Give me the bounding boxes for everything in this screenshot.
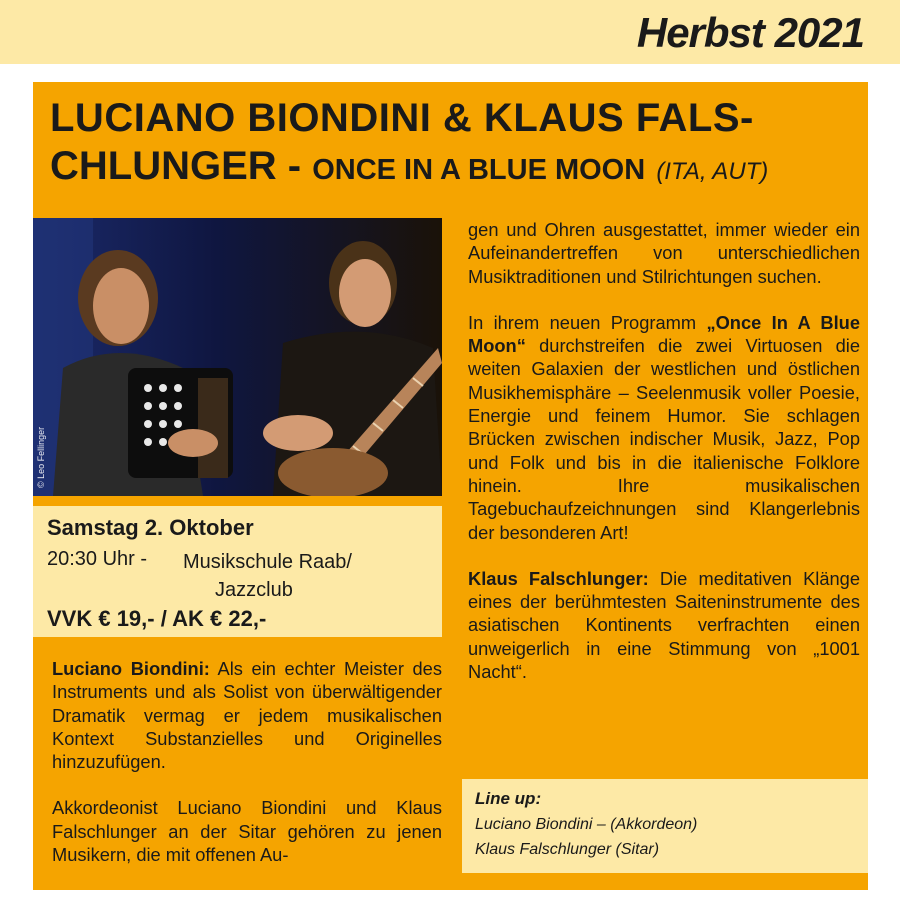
biondini-name: Luciano Biondini: (52, 658, 210, 679)
venue-line-1: Musikschule Raab/ (183, 551, 352, 573)
lineup-heading: Line up: (475, 789, 542, 808)
header-band (0, 0, 900, 64)
event-title (50, 98, 860, 186)
intro-continued-paragraph (468, 218, 860, 288)
origin-countries: (ITA, AUT) (656, 158, 769, 185)
lineup-box (462, 779, 868, 873)
program-name: „Once In A Blue Moon“ (468, 311, 860, 357)
left-text-column (52, 657, 442, 866)
lineup-member-1: Luciano Biondini – (Akkordeon) (475, 816, 698, 833)
falschlunger-name: Klaus Falschlunger: (468, 567, 649, 589)
intro-text: Akkordeonist Luciano Biondini und Klaus Falschlunger an der Sitar gehören zu jenen Musikern, die mit offenen Au- (52, 797, 442, 866)
right-text-column (468, 218, 860, 683)
venue-line-2: Jazzclub (215, 579, 293, 601)
program-intro: In ihrem neuen Programm (468, 311, 707, 333)
falschlunger-text: Die meditativen Klänge eines der berühmtesten Saiteninstrumente des asiatischen Kontinents verfrachten einen unweigerlich in eine Stimmung von „1001 Nacht“. (468, 567, 860, 683)
intro-paragraph (52, 796, 442, 866)
program-paragraph (468, 311, 860, 544)
event-venue (183, 548, 352, 604)
event-date: Samstag 2. Oktober (47, 515, 254, 540)
lineup-member-2: Klaus Falschlunger (Sitar) (475, 841, 660, 858)
title-line-2-main: CHLUNGER - (50, 144, 313, 188)
artists-photo (33, 218, 442, 496)
event-info-box (33, 506, 442, 637)
season-label: Herbst 2021 (636, 9, 864, 56)
program-title: ONCE IN A BLUE MOON (312, 154, 646, 186)
biondini-paragraph (52, 657, 442, 773)
biondini-text: Als ein echter Meister des Instruments und als Solist von überwältigender Dramatik vermag er jedem musikalischen Kontext Substanzielles und Originelles hinzuzufügen. (52, 658, 442, 773)
title-line-1: LUCIANO BIONDINI & KLAUS FALS- (50, 96, 754, 140)
title-line-2 (50, 146, 860, 186)
photo-credit: © Leo Fellinger (36, 426, 46, 488)
event-time: 20:30 Uhr - (47, 548, 148, 570)
program-text: durchstreifen die zwei Virtuosen die weiten Galaxien der westlichen und östlichen Musikhemisphäre – Seelenmusik voller Poesie, Energie und feinem Humor. Sie schlagen Brücken zwischen indischer Musik, Jazz, Pop und Folk und bis in die italienische Folklore hinein. Ihre musikalischen Tagebuchaufzeichnungen sind Klangerlebnis der besonderen Art! (468, 335, 860, 543)
falschlunger-paragraph (468, 567, 860, 683)
intro-continued-text: gen und Ohren ausgestattet, immer wieder ein Aufeinandertreffen von unterschiedlichen Musiktraditionen und Stilrichtungen suchen. (468, 219, 860, 287)
ticket-price: VVK € 19,- / AK € 22,- (47, 606, 267, 631)
